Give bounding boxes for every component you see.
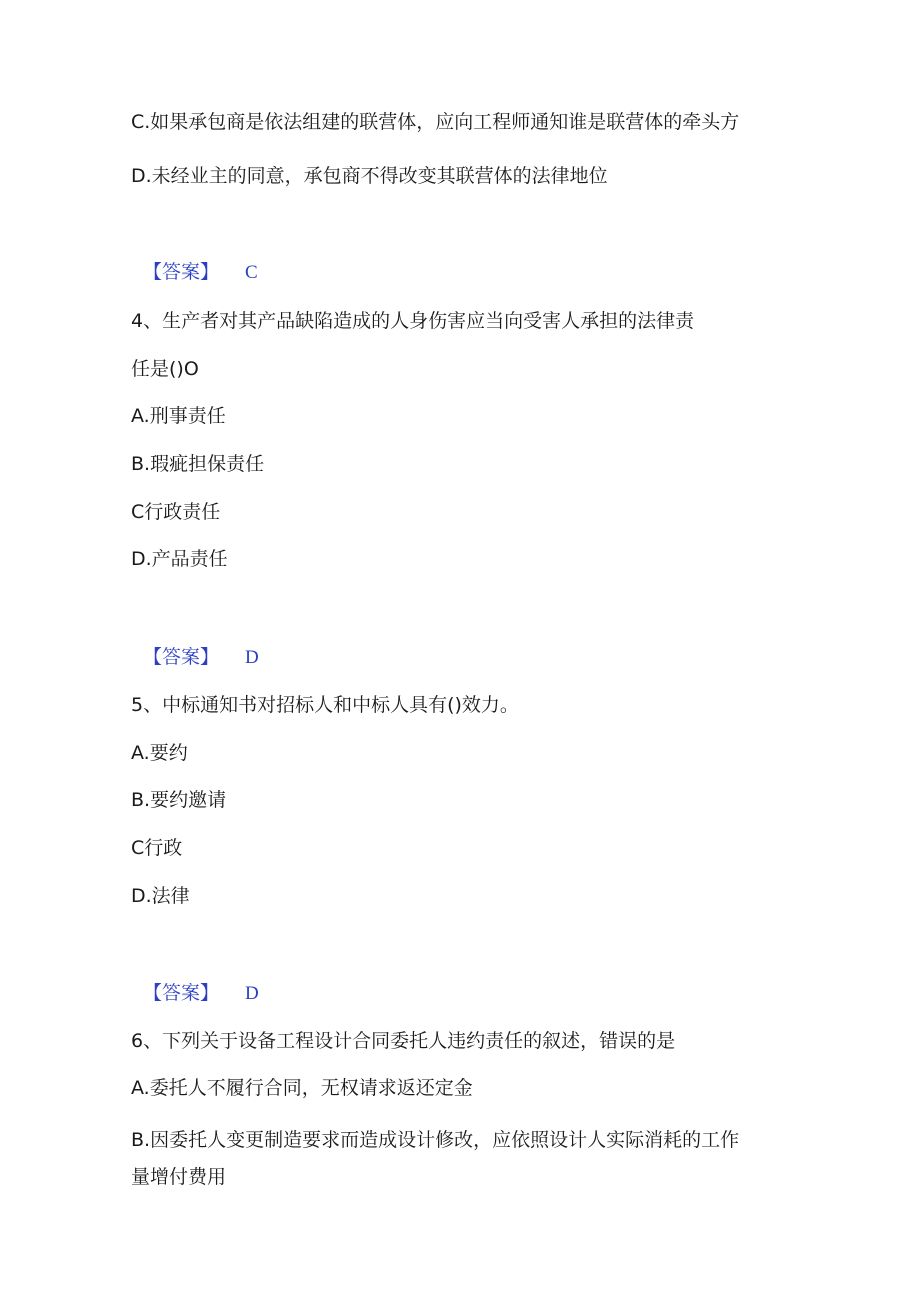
answer-q5 [143,981,259,1006]
option-d-q3: D.未经业主的同意，承包商不得改变其联营体的法律地位 [131,165,608,187]
answer-value: D [245,647,259,668]
option-a-q5: A.要约 [131,742,188,764]
option-a-q4: A.刑事责任 [131,405,226,427]
answer-q4 [143,645,259,670]
option-c-q3: C.如果承包商是依法组建的联营体，应向工程师通知谁是联营体的牵头方 [131,111,740,133]
option-b-q4: B.瑕疵担保责任 [131,453,265,475]
answer-label: 【答案】 [143,261,220,283]
option-c-q4: C行政责任 [131,501,221,523]
question-5: 5、中标通知书对招标人和中标人具有()效力。 [131,694,519,716]
answer-label: 【答案】 [143,982,220,1004]
option-b-q6-line-1: B.因委托人变更制造要求而造成设计修改，应依照设计人实际消耗的工作 [131,1129,740,1151]
option-c-q5: C行政 [131,837,183,859]
question-4-line-2: 任是()O [131,358,199,380]
answer-label: 【答案】 [143,646,220,668]
option-a-q6: A.委托人不履行合同，无权请求返还定金 [131,1077,473,1099]
question-6: 6、下列关于设备工程设计合同委托人违约责任的叙述，错误的是 [131,1030,676,1052]
option-b-q5: B.要约邀请 [131,789,227,811]
option-d-q4: D.产品责任 [131,548,228,570]
question-4-line-1: 4、生产者对其产品缺陷造成的人身伤害应当向受害人承担的法律责 [131,310,695,332]
option-b-q6-line-2: 量增付费用 [131,1166,227,1188]
option-d-q5: D.法律 [131,885,190,907]
answer-value: D [245,983,259,1004]
answer-value: C [245,262,258,283]
answer-q3 [143,260,258,285]
